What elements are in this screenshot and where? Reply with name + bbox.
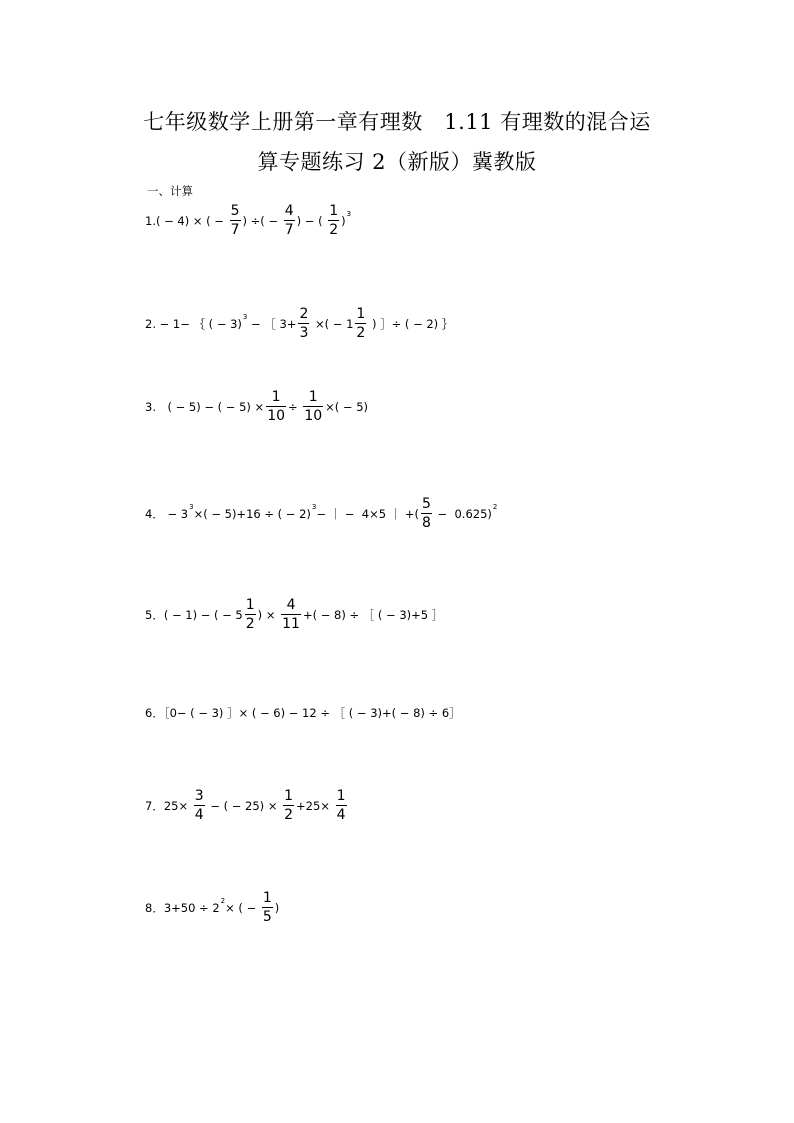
numerator: 1 (271, 389, 281, 405)
problem-8 (145, 891, 279, 924)
fraction (298, 307, 309, 340)
numerator: 1 (329, 203, 339, 219)
expr-text: ) × (257, 607, 280, 622)
numerator: 1 (308, 389, 318, 405)
expr-text: − ( − 25) × (206, 798, 282, 813)
exponent: 3 (311, 502, 317, 511)
title-line-1: 七年级数学上册第一章有理数 1.11 有理数的混合运 (143, 110, 651, 134)
exponent: 2 (492, 502, 498, 511)
expr-text: 8．3+50 ÷ 2 (145, 900, 220, 915)
denominator: 8 (421, 515, 431, 531)
fraction (262, 891, 273, 924)
fraction (245, 598, 256, 631)
numerator: 5 (421, 496, 431, 512)
numerator: 3 (194, 788, 204, 804)
fraction (283, 789, 294, 822)
fraction (281, 598, 301, 631)
expr-text: ×( − 1 (311, 316, 354, 331)
expr-text: ) ÷( − (242, 213, 282, 228)
numerator: 1 (336, 788, 346, 804)
expr-text: +25× (296, 798, 334, 813)
expr-text: ) ］÷ ( − 2) ｝ (368, 316, 454, 331)
fraction (303, 390, 323, 423)
expr-text: ÷ (288, 399, 302, 414)
fraction (266, 390, 286, 423)
section-label: 一、计算 (147, 184, 193, 198)
numerator: 1 (245, 597, 255, 613)
numerator: 4 (286, 597, 296, 613)
fraction (355, 307, 366, 340)
fraction (328, 204, 339, 237)
title-line-2: 算专题练习 2（新版）冀教版 (257, 150, 537, 174)
problem-3 (145, 390, 368, 423)
denominator: 2 (356, 325, 366, 341)
expr-text: 7．25× (145, 798, 192, 813)
expr-text: 4． − 3 (145, 506, 189, 521)
denominator: 10 (304, 408, 323, 424)
expr-text: 5．( − 1) − ( − 5 (145, 607, 243, 622)
denominator: 2 (329, 222, 339, 238)
expr-text: − 0.625) (433, 506, 492, 521)
exponent: 3 (242, 312, 248, 321)
fraction (421, 497, 432, 530)
problem-6 (145, 705, 461, 721)
expr-text: ) (341, 213, 346, 228)
expr-text: 2. − 1− ｛ ( − 3) (145, 316, 242, 331)
numerator: 5 (230, 203, 240, 219)
expr-text: ) − ( (296, 213, 327, 228)
problem-7 (145, 789, 349, 822)
problem-1 (145, 204, 351, 237)
numerator: 1 (284, 788, 294, 804)
numerator: 4 (284, 203, 294, 219)
expr-text: − ［ 3+ (247, 316, 297, 331)
expr-text: − ｜ − 4×5 ｜ +( (316, 506, 419, 521)
fraction (230, 204, 241, 237)
expr-text: ) (274, 900, 280, 915)
problem-2 (145, 307, 453, 340)
denominator: 10 (267, 408, 286, 424)
denominator: 3 (299, 325, 309, 341)
denominator: 2 (245, 616, 255, 632)
denominator: 11 (282, 616, 300, 632)
expr-text: × ( − (225, 900, 260, 915)
numerator: 1 (356, 306, 366, 322)
denominator: 2 (284, 807, 294, 823)
expr-text: +( − 8) ÷ ［ ( − 3)+5 ］ (302, 607, 444, 622)
expr-text: ×( − 5)+16 ÷ ( − 2) (193, 506, 311, 521)
expr-text: ×( − 5) (325, 399, 369, 414)
denominator: 5 (262, 909, 272, 925)
fraction (336, 789, 347, 822)
expr-text: 3. ( − 5) − ( − 5) × (145, 399, 265, 414)
denominator: 7 (230, 222, 240, 238)
exponent: 3 (189, 502, 194, 511)
problem-5 (145, 598, 443, 631)
denominator: 4 (194, 807, 204, 823)
expr-text: 1.( − 4) × ( − (145, 213, 228, 228)
exponent: 2 (220, 896, 226, 905)
fraction (194, 789, 205, 822)
exponent: 3 (346, 209, 352, 218)
numerator: 2 (299, 306, 309, 322)
denominator: 7 (284, 222, 294, 238)
problem-4 (145, 497, 497, 530)
numerator: 1 (262, 890, 272, 906)
denominator: 4 (336, 807, 346, 823)
expr-text: 6．［0− ( − 3) ］× ( − 6) − 12 ÷ ［ ( − 3)+( − 8) ÷ 6］ (145, 706, 461, 720)
fraction (284, 204, 295, 237)
